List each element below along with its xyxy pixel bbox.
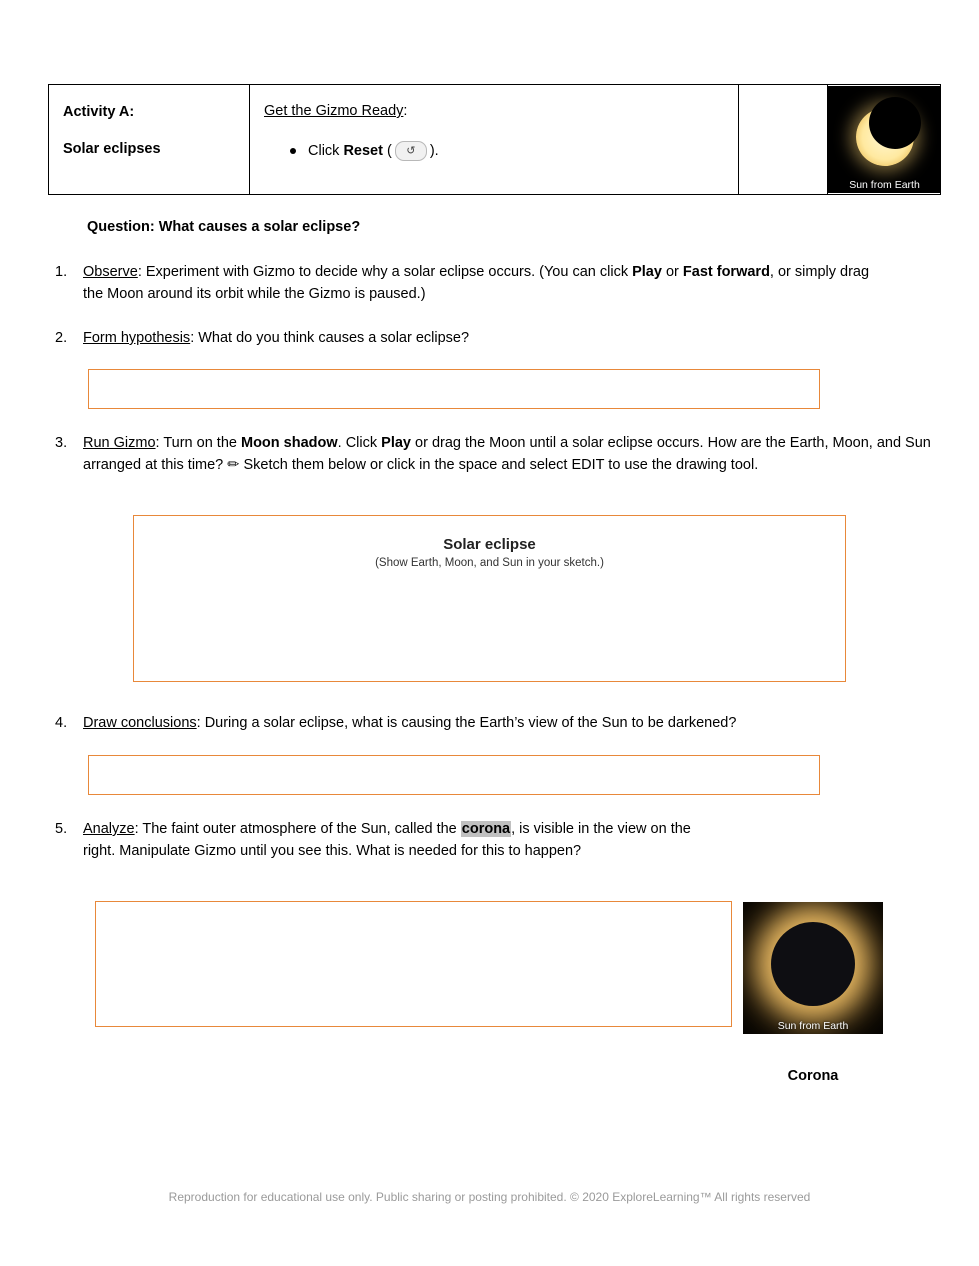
list-item <box>55 712 935 734</box>
item-label: Form hypothesis <box>83 330 191 346</box>
footer-copyright: Reproduction for educational use only. Public sharing or posting prohibited. © 2020 ExploreLearning™ All rights reserved <box>168 1190 811 1204</box>
list-item <box>55 818 715 863</box>
list-item <box>55 327 885 349</box>
item-bold-2: Play <box>381 435 411 451</box>
item-label: Observe <box>83 264 138 280</box>
item-label: Draw conclusions <box>83 715 197 731</box>
thumbnail-caption: Sun from Earth <box>849 179 920 191</box>
corona-thumbnail-caption: Sun from Earth <box>777 1020 849 1032</box>
paren-close: ). <box>429 143 439 159</box>
corona-highlight: corona <box>461 821 511 837</box>
page-title: Question: What causes a solar eclipse? <box>87 219 361 235</box>
activity-header-table <box>48 84 941 195</box>
get-gizmo-ready-cell <box>250 85 739 195</box>
item-text-4: Sketch them below or click in the space and select EDIT to use the drawing tool. <box>239 457 759 474</box>
reset-arrow-icon[interactable]: ↺ <box>395 141 427 161</box>
analyze-answer-box[interactable] <box>95 901 732 1027</box>
bullet-point-icon <box>290 148 296 154</box>
activity-label: Activity A: <box>63 104 135 120</box>
item-text <box>83 327 885 349</box>
list-item <box>55 261 885 306</box>
sketch-subtitle: (Show Earth, Moon, and Sun in your sketch.) <box>375 557 604 569</box>
header-image-cell <box>828 85 941 195</box>
partial-eclipse-sun-icon <box>856 108 914 166</box>
item-text <box>83 818 715 863</box>
sketch-title: Solar eclipse <box>443 536 536 553</box>
item-text-2: or <box>661 264 683 280</box>
reset-word: Reset <box>343 143 383 159</box>
corona-thumbnail <box>743 902 883 1034</box>
item-number: 2. <box>55 330 68 346</box>
reset-instruction <box>290 141 724 161</box>
list-item <box>55 432 935 477</box>
corona-thumbnail-wrap <box>743 902 883 1034</box>
paren-open: ( <box>386 143 392 159</box>
corona-figure-label: Corona <box>787 1068 839 1084</box>
item-bold-2: Fast forward <box>682 264 770 280</box>
item-bold-1: Moon shadow <box>240 435 338 451</box>
header-spacer-cell <box>739 85 828 195</box>
item-text-1: : Experiment with Gizmo to decide why a solar eclipse occurs. (You can click <box>137 264 633 280</box>
sketch-answer-box[interactable] <box>133 515 846 682</box>
click-text: Click <box>308 143 340 159</box>
item-text <box>83 261 885 306</box>
item-text <box>83 432 935 477</box>
get-gizmo-ready-heading <box>264 103 724 119</box>
item-text-3: , or simply drag the Moon around its orbit while the Gizmo is paused.) <box>83 264 870 303</box>
item-text-2: . Click <box>337 435 382 451</box>
item-label: Run Gizmo <box>83 435 156 451</box>
conclusions-answer-box[interactable] <box>88 755 820 795</box>
item-text-1: : Turn on the <box>155 435 241 451</box>
item-text-1: : During a solar eclipse, what is causing the Earth’s view of the Sun to be darkened? <box>196 715 737 731</box>
activity-name: Solar eclipses <box>63 140 161 157</box>
item-label: Analyze <box>83 821 135 837</box>
pencil-icon: ✏ <box>227 457 240 474</box>
item-number: 4. <box>55 715 68 731</box>
item-text-1: : What do you think causes a solar eclipse? <box>190 330 470 346</box>
item-number: 3. <box>55 435 68 451</box>
item-text-2: , is visible in the view on the right. Manipulate Gizmo until you see this. What is needed for this to happen? <box>83 821 691 860</box>
total-eclipse-corona-icon <box>771 922 855 1006</box>
item-text-1: : The faint outer atmosphere of the Sun, called the <box>134 821 461 837</box>
ready-title: Get the Gizmo Ready <box>264 103 404 119</box>
sun-from-earth-thumbnail <box>828 86 941 193</box>
hypothesis-answer-box[interactable] <box>88 369 820 409</box>
activity-cell <box>49 85 250 195</box>
ready-colon: : <box>403 103 408 119</box>
item-bold-1: Play <box>632 264 662 280</box>
item-text <box>83 712 935 734</box>
item-number: 5. <box>55 821 68 837</box>
item-text-3: or drag the Moon until a solar eclipse occurs. How are the Earth, Moon, and Sun arranged at this time? <box>83 435 931 474</box>
item-number: 1. <box>55 264 68 280</box>
